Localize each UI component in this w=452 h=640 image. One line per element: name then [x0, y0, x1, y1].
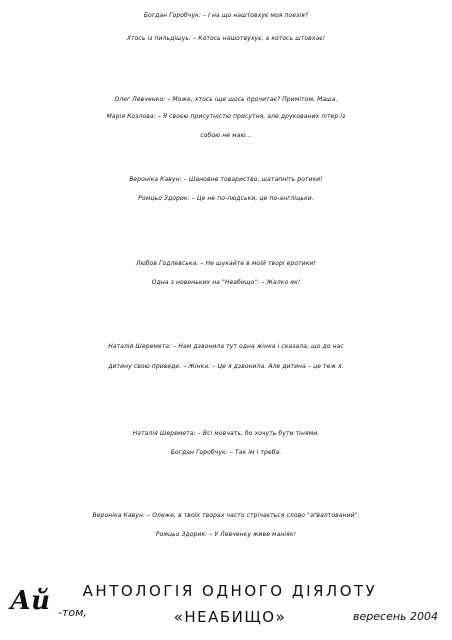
dialogue-line: Вероніка Кавун: – Олеже, в твоїх творах часто стрічається слово "зґвалтований". [92, 512, 360, 519]
issue-date: вересень 2004 [353, 610, 438, 623]
dialogue-line: дитину свою приведе. – Жінка: – Це я дзвонила. Але дитина – це теж я. [108, 363, 344, 370]
dialogue-line: Хтось із пильдішуь: – Котось нашотвухує, а котось штовхає! [126, 35, 326, 42]
dialogue-line: Наталія Шеремета: – Нам дзвонила тут одна жінка і сказала, що до нас [108, 343, 344, 350]
dialogue-line: Богдан Горобчук: – І на що наштовхує моя поезія? [143, 12, 309, 19]
dialogue-line: Марія Козлова: – Я своєю присутністю присутня, але друкованих літер із [106, 113, 346, 120]
footer [0, 578, 452, 640]
dialogue-line: Ромцьо Здорик: – Це не по-людськи, це по-англіцьки. [138, 195, 314, 202]
magazine-name: «НЕАБИЩО» [173, 608, 287, 626]
dialogue-line: Ромцьо Здорик: – У Левченку живе маніяк! [155, 531, 297, 538]
dialogue-line: Богдан Горобчук: – Так їм і треба. [170, 449, 282, 456]
dialogue-line: собою не маю... [200, 132, 252, 139]
dialogue-line: Наталія Шеремета: – Всі мовчать, бо хочуть бути тінями. [132, 430, 320, 437]
dialogue-line: Любов Годлевська: – Не шукайте в моїй творі еротики! [136, 260, 316, 267]
dialogue-line: Вероніка Кавун: – Шановне товариство, шатапніть ротики! [129, 176, 323, 183]
dialogue-line: Одна з новеньких на "Неабищо": – Жалко як! [151, 279, 301, 286]
tom-label: -том, [58, 606, 87, 619]
anthology-title: АНТОЛОГІЯ ОДНОГО ДІЯЛОТУ [82, 582, 378, 600]
dialogue-line: Олег Левченко: – Може, хтось іще щось прочитає? Примітом, Маша. [114, 96, 338, 103]
ai-logo: Ай [10, 586, 51, 616]
